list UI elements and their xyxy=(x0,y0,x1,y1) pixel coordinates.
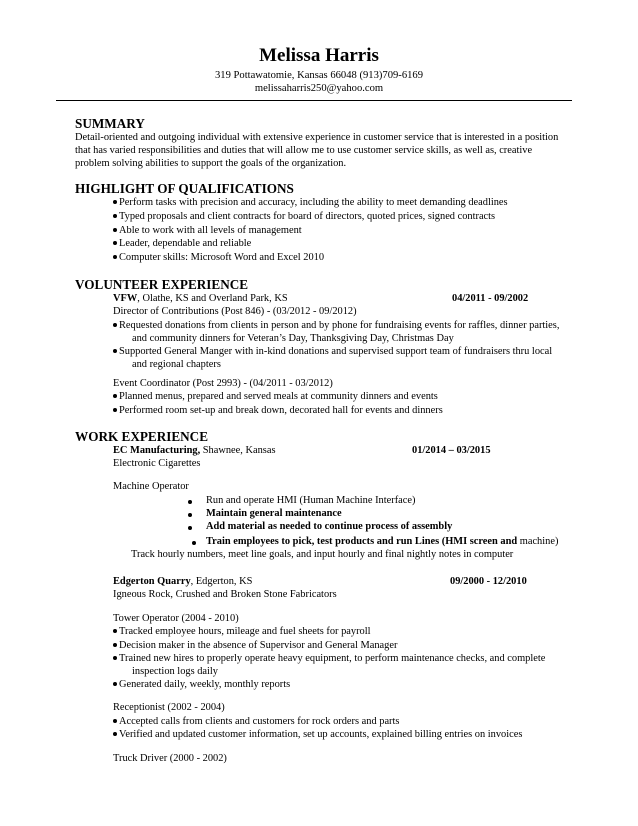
role-title: Event Coordinator (Post 2993) - (04/2011 - 03/2012) xyxy=(113,378,333,389)
role-title: Tower Operator (2004 - 2010) xyxy=(113,613,239,624)
role-title: Machine Operator xyxy=(113,481,189,492)
bullet-icon xyxy=(192,541,196,545)
list-item xyxy=(206,536,558,547)
role-title: Director of Contributions (Post 846) - (03/2012 - 09/2012) xyxy=(113,306,357,317)
work-heading: WORK EXPERIENCE xyxy=(75,429,208,444)
list-item-text: Computer skills: Microsoft Word and Excel 2010 xyxy=(119,252,325,263)
list-item-text: Planned menus, prepared and served meals at community dinners and events xyxy=(119,391,438,402)
bullet-icon xyxy=(188,526,192,530)
contact-email: melissaharris250@yahoo.com xyxy=(254,83,384,94)
list-item xyxy=(113,640,397,651)
list-item-continuation: and regional chapters xyxy=(132,359,221,370)
role-title: Truck Driver (2000 - 2002) xyxy=(113,753,227,764)
bullet-icon xyxy=(113,682,117,686)
bullet-icon xyxy=(113,643,117,647)
bullet-icon xyxy=(113,394,117,398)
list-item-text: Add material as needed to continue process of assembly xyxy=(206,521,453,532)
org-location: , Olathe, KS and Overland Park, KS xyxy=(137,293,288,304)
company-name: EC Manufacturing, xyxy=(113,445,201,456)
list-item-text: Accepted calls from clients and customers for rock orders and parts xyxy=(119,716,400,727)
volunteer-heading: VOLUNTEER EXPERIENCE xyxy=(75,277,249,292)
list-item xyxy=(113,211,495,222)
list-item-text: Supported General Manger with in-kind donations and supervised support team of fundraisers thru local xyxy=(119,346,553,357)
role-title: Receptionist (2002 - 2004) xyxy=(113,702,225,713)
list-item-text: Tracked employee hours, mileage and fuel sheets for payroll xyxy=(119,626,371,637)
bullet-icon xyxy=(113,732,117,736)
list-item-text: Leader, dependable and reliable xyxy=(119,238,252,249)
org-name: VFW xyxy=(113,293,138,304)
bullet-icon xyxy=(113,255,117,259)
bullet-icon xyxy=(113,214,117,218)
contact-address: 319 Pottawatomie, Kansas 66048 (913)709-6169 xyxy=(214,70,424,81)
list-item xyxy=(113,716,399,727)
list-item-text: Typed proposals and client contracts for board of directors, quoted prices, signed contracts xyxy=(119,211,496,222)
company-industry: Electronic Cigarettes xyxy=(113,458,201,469)
job-dates: 09/2000 - 12/2010 xyxy=(450,576,527,587)
volunteer-org xyxy=(113,293,288,304)
list-item xyxy=(113,252,324,263)
list-item-text: Decision maker in the absence of Supervisor and General Manager xyxy=(119,640,398,651)
list-item xyxy=(113,346,552,357)
company-industry: Igneous Rock, Crushed and Broken Stone Fabricators xyxy=(113,589,337,600)
list-item-text: Perform tasks with precision and accuracy, including the ability to meet demanding deadlines xyxy=(119,197,508,208)
bullet-icon xyxy=(113,323,117,327)
list-item-text: Run and operate HMI (Human Machine Interface) xyxy=(206,495,416,506)
list-item xyxy=(113,225,302,236)
summary-line: that has varied responsibilities and duties that will allow me to use customer service skills, as well as, creative xyxy=(75,145,533,156)
header-divider xyxy=(56,100,572,101)
list-item xyxy=(206,508,342,519)
company-name: Edgerton Quarry xyxy=(113,576,191,587)
list-item xyxy=(113,320,559,331)
summary-line: problem solving abilities to support the goals of the organization. xyxy=(75,158,347,169)
list-item-text: Able to work with all levels of management xyxy=(119,225,302,236)
list-item-text: Trained new hires to properly operate heavy equipment, to perform maintenance checks, and complete xyxy=(119,653,546,664)
list-item-text: Train employees to pick, test products and run Lines (HMI screen and xyxy=(206,536,518,547)
bullet-icon xyxy=(113,629,117,633)
list-item xyxy=(206,521,452,532)
job-note: Track hourly numbers, meet line goals, and input hourly and final nightly notes in computer xyxy=(131,549,514,560)
list-item xyxy=(113,653,545,664)
company-line xyxy=(113,445,275,456)
list-item-text: Requested donations from clients in person and by phone for fundraising events for raffles, dinner parties, xyxy=(119,320,560,331)
job-dates: 01/2014 – 03/2015 xyxy=(412,445,491,456)
list-item-continuation: inspection logs daily xyxy=(132,666,219,677)
bullet-icon xyxy=(113,200,117,204)
company-location: , Edgerton, KS xyxy=(190,576,253,587)
list-item-text: machine) xyxy=(517,536,559,547)
bullet-icon xyxy=(113,228,117,232)
summary-line: Detail-oriented and outgoing individual with extensive experience in customer service that is interested in a position xyxy=(75,132,559,143)
list-item xyxy=(113,391,438,402)
list-item-text: Generated daily, weekly, monthly reports xyxy=(119,679,291,690)
list-item xyxy=(113,626,371,637)
list-item xyxy=(113,405,443,416)
bullet-icon xyxy=(188,513,192,517)
bullet-icon xyxy=(113,241,117,245)
list-item-text: Verified and updated customer information, set up accounts, explained billing entries on invoices xyxy=(119,729,523,740)
list-item-text: Performed room set-up and break down, decorated hall for events and dinners xyxy=(119,405,443,416)
volunteer-dates: 04/2011 - 09/2002 xyxy=(452,293,529,304)
list-item xyxy=(113,729,522,740)
bullet-icon xyxy=(188,500,192,504)
list-item xyxy=(113,679,290,690)
list-item-continuation: and community dinners for Veteran’s Day, Thanksgiving Day, Christmas Day xyxy=(132,333,454,344)
summary-heading: SUMMARY xyxy=(75,116,145,131)
bullet-icon xyxy=(113,656,117,660)
company-location: Shawnee, Kansas xyxy=(200,445,276,456)
list-item xyxy=(113,197,508,208)
qualifications-heading: HIGHLIGHT OF QUALIFICATIONS xyxy=(75,181,294,196)
list-item xyxy=(206,495,415,506)
bullet-icon xyxy=(113,349,117,353)
list-item-text: Maintain general maintenance xyxy=(206,508,342,519)
company-line xyxy=(113,576,252,587)
list-item xyxy=(113,238,251,249)
resume-name: Melissa Harris xyxy=(259,45,379,66)
bullet-icon xyxy=(113,408,117,412)
bullet-icon xyxy=(113,719,117,723)
